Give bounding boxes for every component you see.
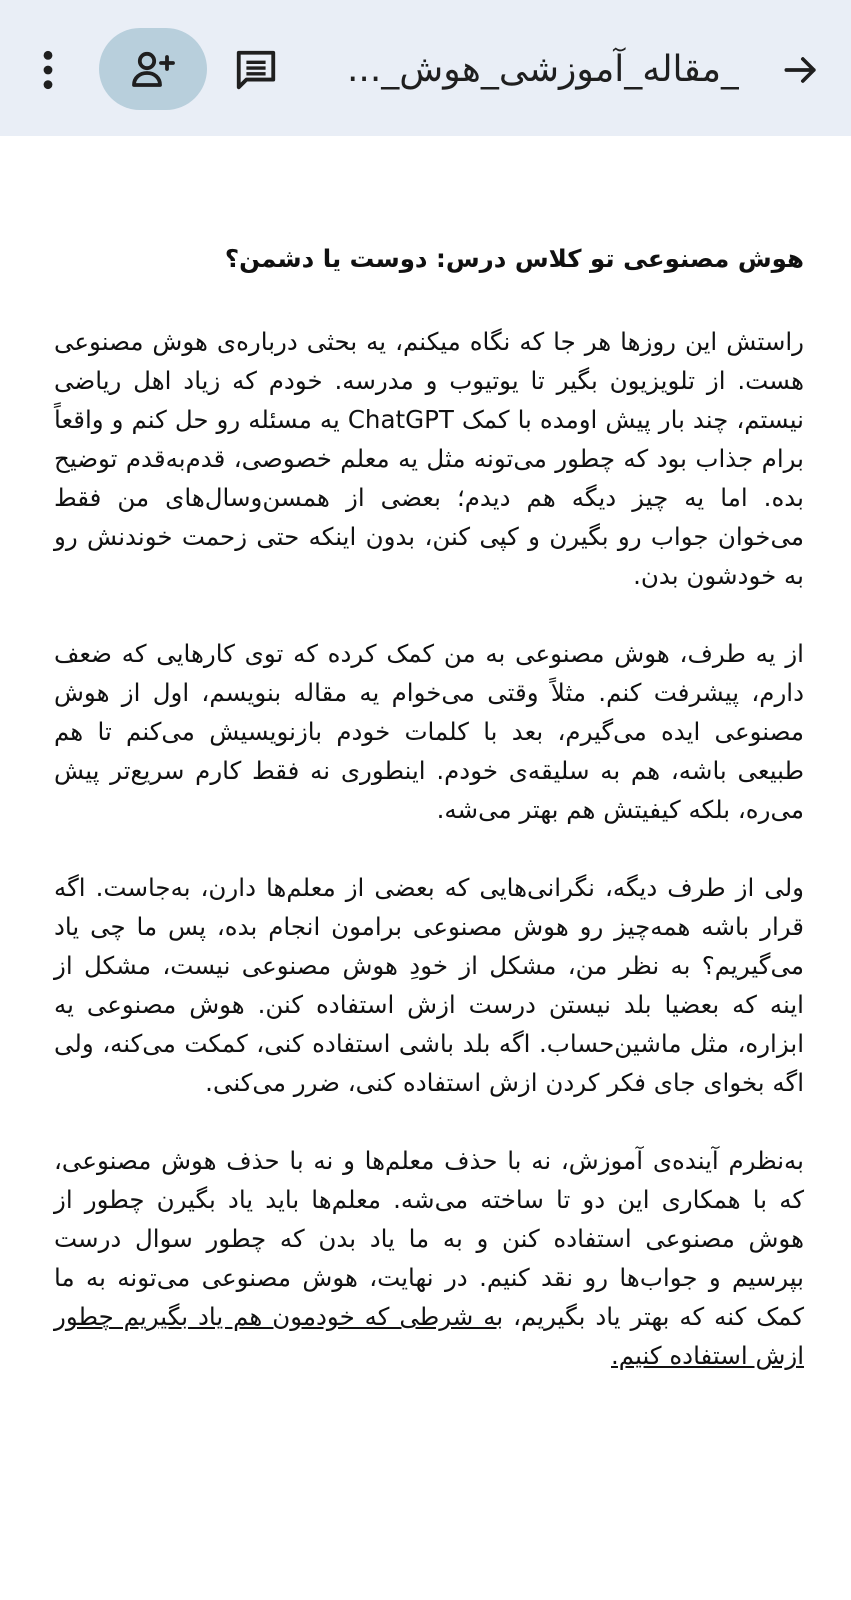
share-button[interactable] <box>99 28 207 110</box>
paragraph-2: از یه طرف، هوش مصنوعی به من کمک کرده که توی کارهایی که ضعف دارم، پیشرفت کنم. مثلاً وقتی می‌خوام یه مقاله بنویسم، اول از هوش مصنوعی ایده می‌گیرم، بعد با کلمات خودم بازنویسیش می‌کنم تا هم طبیعی باشه، هم به سلیقەی خودم. اینطوری نه فقط کارم سریع‌تر پیش می‌ره، بلکه کیفیتش هم بهتر می‌شه. <box>54 639 804 824</box>
document-title: _مقاله_آموزشی_هوش_... <box>346 49 739 90</box>
back-button[interactable] <box>771 40 831 100</box>
app-bar <box>0 0 851 136</box>
document-heading: هوش مصنوعی تو کلاس درس: دوست یا دشمن؟ <box>224 244 804 273</box>
comments-button[interactable] <box>226 40 286 100</box>
person-add-icon <box>129 45 177 93</box>
arrow-forward-icon <box>779 48 823 92</box>
paragraph-4 <box>54 1141 804 1375</box>
more-vert-icon <box>38 48 58 92</box>
document-body[interactable] <box>54 236 804 1414</box>
paragraph-1: راستش این روزها هر جا که نگاه میکنم، یه بحثی دربارەی هوش مصنوعی هست. از تلویزیون بگیر تا یوتیوب و مدرسه. خودم که زیاد اهل ریاضی نیستم، چند بار پیش اومده با کمک ChatGPT یه مسئله رو حل کنم و واقعاً برام جذاب بود که چطور می‌تونه مثل یه معلم خصوصی، قدم‌به‌قدم توضیح بده. اما یه چیز دیگه هم دیدم؛ بعضی از همسن‌وسال‌های من فقط می‌خوان جواب رو بگیرن و کپی کنن، بدون اینکه حتی زحمت خوندنش رو به خودشون بدن. <box>54 327 804 590</box>
paragraph-4-text: به‌نظرم آیندەی آموزش، نه با حذف معلم‌ها و نه با حذف هوش مصنوعی، که با همکاری این دو تا ساخته می‌شه. معلم‌ها باید یاد بگیرن چطور از هوش مصنوعی استفاده کنن و به ما یاد بدن که چطور سوال درست بپرسیم و جواب‌ها رو نقد کنیم. در نهایت، هوش مصنوعی می‌تونه به ما کمک کنه که بهتر یاد بگیریم، <box>54 1146 804 1331</box>
underlined-text-link[interactable]: به شرطی که خودمون هم یاد بگیریم چطور ازش استفاده کنیم. <box>54 1302 804 1370</box>
comment-icon <box>233 47 279 93</box>
paragraph-3: ولی از طرف دیگه، نگرانی‌هایی که بعضی از معلم‌ها دارن، به‌جاست. اگه قرار باشه همه‌چیز رو هوش مصنوعی برامون انجام بده، پس ما چی یاد می‌گیریم؟ به نظر من، مشکل از خودِ هوش مصنوعی نیست، مشکل از اینه که بعضیا بلد نیستن درست ازش استفاده کنن. هوش مصنوعی یه ابزاره، مثل ماشین‌حساب. اگه بلد باشی استفاده کنی، کمکت می‌کنه، ولی اگه بخوای جای فکر کردن ازش استفاده کنی، ضرر می‌کنی. <box>54 873 804 1097</box>
more-options-button[interactable] <box>28 40 68 100</box>
